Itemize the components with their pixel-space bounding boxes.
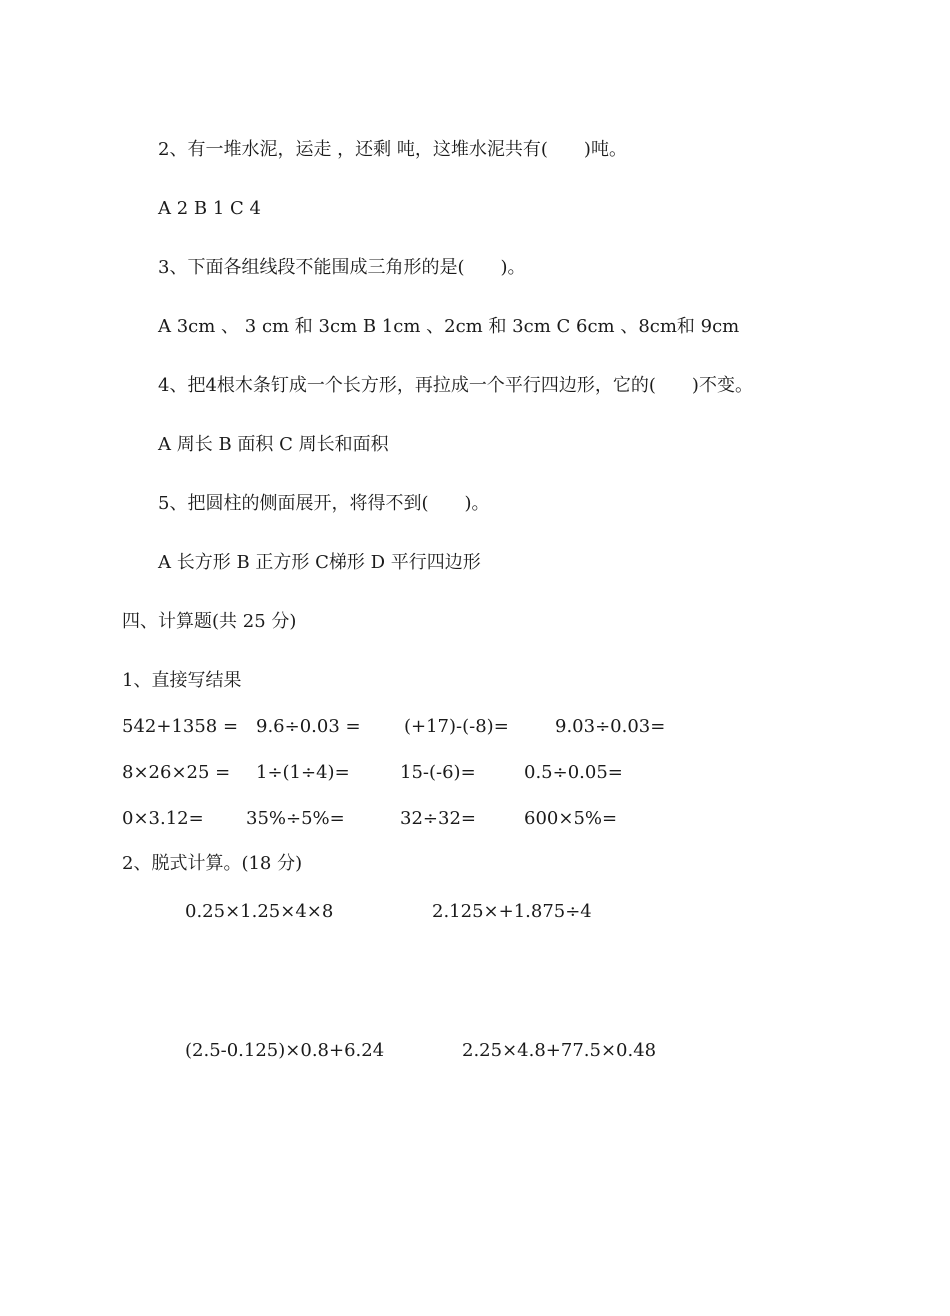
question-3-options: A 3cm 、 3 cm 和 3cm B 1cm 、2cm 和 3cm C 6cm 、8cm和 9cm xyxy=(158,316,740,337)
question-2-options: A 2 B 1 C 4 xyxy=(158,198,261,219)
direct-calc-item: 600×5%= xyxy=(524,808,618,829)
section-heading: 四、计算题(共 25 分) xyxy=(122,611,297,632)
question-4: 4、把4根木条钉成一个长方形，再拉成一个平行四边形，它的( )不变。 xyxy=(158,375,753,396)
direct-calc-item: 542+1358 = xyxy=(122,716,239,737)
stepwise-calc-item: 2.125×+1.875÷4 xyxy=(432,901,592,922)
question-2: 2、有一堆水泥，运走 ，还剩 吨，这堆水泥共有( )吨。 xyxy=(158,139,627,160)
direct-calc-item: 15-(-6)= xyxy=(400,762,476,783)
direct-calc-item: 35%÷5%= xyxy=(246,808,345,829)
part2-title: 2、脱式计算。(18 分) xyxy=(122,853,303,874)
stepwise-calc-item: 0.25×1.25×4×8 xyxy=(185,901,334,922)
direct-calc-item: 32÷32= xyxy=(400,808,476,829)
question-3: 3、下面各组线段不能围成三角形的是( )。 xyxy=(158,257,526,278)
direct-calc-item: (+17)-(-8)= xyxy=(404,716,509,737)
question-5: 5、把圆柱的侧面展开，将得不到( )。 xyxy=(158,493,490,514)
direct-calc-item: 0×3.12= xyxy=(122,808,204,829)
question-5-options: A 长方形 B 正方形 C梯形 D 平行四边形 xyxy=(158,552,481,573)
direct-calc-item: 1÷(1÷4)= xyxy=(256,762,350,783)
question-4-options: A 周长 B 面积 C 周长和面积 xyxy=(158,434,389,455)
direct-calc-item: 9.03÷0.03= xyxy=(555,716,666,737)
direct-calc-item: 8×26×25 = xyxy=(122,762,231,783)
stepwise-calc-item: 2.25×4.8+77.5×0.48 xyxy=(462,1040,657,1061)
part1-title: 1、直接写结果 xyxy=(122,670,242,691)
stepwise-calc-item: (2.5-0.125)×0.8+6.24 xyxy=(185,1040,385,1061)
direct-calc-item: 0.5÷0.05= xyxy=(524,762,623,783)
direct-calc-item: 9.6÷0.03 = xyxy=(256,716,361,737)
